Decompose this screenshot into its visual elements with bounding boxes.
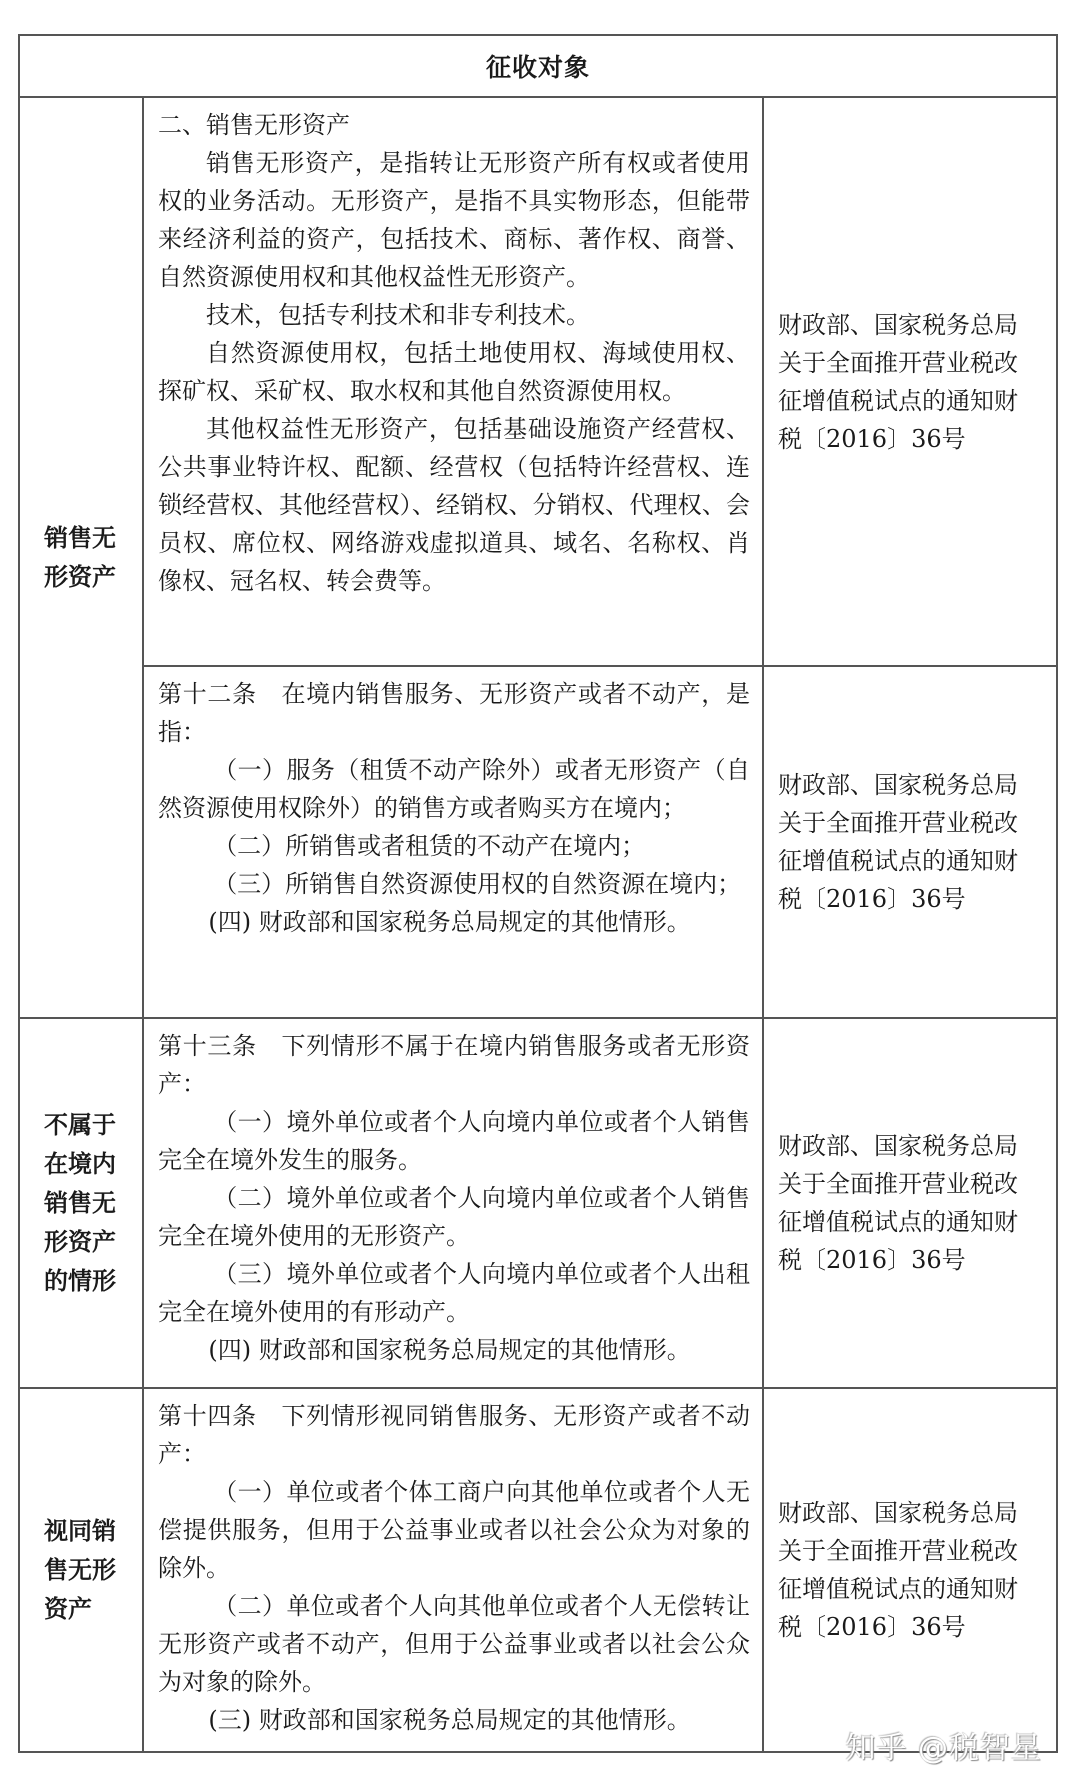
article-heading: 第十四条 下列情形视同销售服务、无形资产或者不动产： xyxy=(158,1402,750,1468)
paragraph: 销售无形资产，是指转让无形资产所有权或者使用权的业务活动。无形资产，是指不具实物形态，但能带来经济利益的资产，包括技术、商标、著作权、商誉、自然资源使用权和其他权益性无形资产。 xyxy=(158,149,750,291)
source-cell xyxy=(764,667,1056,1017)
source-cell xyxy=(764,98,1056,665)
watermark: 知乎 @税智星 xyxy=(845,1731,1042,1766)
source-citation: 财政部、国家税务总局关于全面推开营业税改征增值税试点的通知财税〔2016〕36号 xyxy=(778,1132,1018,1274)
content-cell xyxy=(144,1019,764,1387)
table-header: 征收对象 xyxy=(20,36,1056,98)
article-heading: 第十三条 下列情形不属于在境内销售服务或者无形资产： xyxy=(158,1032,750,1098)
source-cell xyxy=(764,1389,1056,1751)
category-cell xyxy=(20,1019,144,1387)
section-heading: 二、销售无形资产 xyxy=(158,111,350,139)
paragraph: 其他权益性无形资产，包括基础设施资产经营权、公共事业特许权、配额、经营权（包括特许经营权、连锁经营权、其他经营权）、经销权、分销权、代理权、会员权、席位权、网络游戏虚拟道具、域名、名称权、肖像权、冠名权、转会费等。 xyxy=(158,415,750,595)
table-subrow xyxy=(144,667,1056,1017)
category-cell xyxy=(20,98,144,1017)
table-row xyxy=(20,1389,1056,1751)
content-cell xyxy=(144,98,764,665)
category-cell xyxy=(20,1389,144,1751)
category-label: 销售无形资产 xyxy=(44,523,116,591)
clause: （三）所销售自然资源使用权的自然资源在境内； xyxy=(213,870,742,898)
table-row xyxy=(20,98,1056,1019)
clause: （三）境外单位或者个人向境内单位或者个人出租完全在境外使用的有形动产。 xyxy=(158,1260,750,1326)
source-citation: 财政部、国家税务总局关于全面推开营业税改征增值税试点的通知财税〔2016〕36号 xyxy=(778,771,1018,913)
category-label: 不属于在境内销售无形资产的情形 xyxy=(44,1110,116,1295)
content-cell xyxy=(144,1389,764,1751)
tax-table xyxy=(18,34,1058,1753)
paragraph: 技术，包括专利技术和非专利技术。 xyxy=(206,301,590,329)
table-subrow xyxy=(144,1389,1056,1751)
content-cell xyxy=(144,667,764,1017)
clause: （一）服务（租赁不动产除外）或者无形资产（自然资源使用权除外）的销售方或者购买方在境内； xyxy=(158,756,750,822)
source-cell xyxy=(764,1019,1056,1387)
source-citation: 财政部、国家税务总局关于全面推开营业税改征增值税试点的通知财税〔2016〕36号 xyxy=(778,1499,1018,1641)
article-heading: 第十二条 在境内销售服务、无形资产或者不动产，是指： xyxy=(158,680,750,746)
clause: (四) 财政部和国家税务总局规定的其他情形。 xyxy=(208,1336,691,1364)
clause: （二）所销售或者租赁的不动产在境内； xyxy=(213,832,646,860)
table-subrow xyxy=(144,98,1056,667)
clause: （一）单位或者个体工商户向其他单位或者个人无偿提供服务，但用于公益事业或者以社会公众为对象的除外。 xyxy=(158,1478,750,1582)
source-citation: 财政部、国家税务总局关于全面推开营业税改征增值税试点的通知财税〔2016〕36号 xyxy=(778,310,1018,453)
clause: （二）单位或者个人向其他单位或者个人无偿转让无形资产或者不动产，但用于公益事业或者以社会公众为对象的除外。 xyxy=(158,1592,750,1696)
category-label: 视同销售无形资产 xyxy=(44,1516,116,1623)
clause: （一）境外单位或者个人向境内单位或者个人销售完全在境外发生的服务。 xyxy=(158,1108,750,1174)
table-row xyxy=(20,1019,1056,1389)
clause: （二）境外单位或者个人向境内单位或者个人销售完全在境外使用的无形资产。 xyxy=(158,1184,750,1250)
table-subrow xyxy=(144,1019,1056,1387)
clause: (四) 财政部和国家税务总局规定的其他情形。 xyxy=(208,908,691,936)
clause: (三) 财政部和国家税务总局规定的其他情形。 xyxy=(208,1706,691,1734)
paragraph: 自然资源使用权，包括土地使用权、海域使用权、探矿权、采矿权、取水权和其他自然资源使用权。 xyxy=(158,339,750,405)
